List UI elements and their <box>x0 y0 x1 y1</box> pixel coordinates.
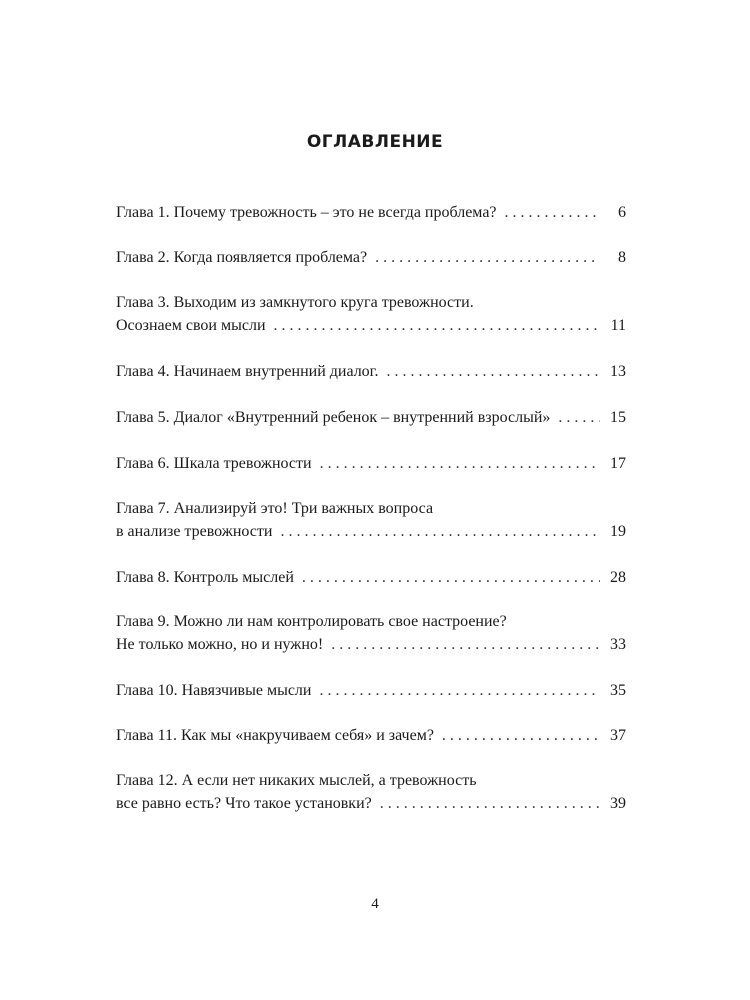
toc-page-number: 35 <box>610 682 626 699</box>
toc-line <box>116 454 626 474</box>
toc-entry-title: Глава 9. Можно ли нам контролировать свое настроение? <box>116 613 507 630</box>
toc-entry-title: Глава 3. Выходим из замкнутого круга тревожности. <box>116 294 474 311</box>
toc-entry-title: Глава 4. Начинаем внутренний диалог. <box>116 363 379 380</box>
toc-line <box>116 499 626 519</box>
toc-entry-title: Глава 10. Навязчивые мысли <box>116 682 312 699</box>
toc-entry <box>116 408 626 428</box>
toc-page-number: 17 <box>610 455 626 472</box>
dot-leader <box>375 248 600 268</box>
toc-entry-title-cont: все равно есть? Что такое установки? <box>116 795 372 812</box>
dot-leader <box>386 362 600 382</box>
dot-leader <box>558 408 600 428</box>
toc-entry <box>116 362 626 382</box>
toc-entry <box>116 612 626 655</box>
toc-entry <box>116 293 626 336</box>
toc-entry-title: Глава 2. Когда появляется проблема? <box>116 249 368 266</box>
toc-entry-title: Глава 12. А если нет никаких мыслей, а тревожность <box>116 772 477 789</box>
toc-line <box>116 612 626 632</box>
toc-entry <box>116 203 626 223</box>
toc-line <box>116 248 626 268</box>
toc-page-number: 39 <box>610 795 626 812</box>
toc-entry <box>116 568 626 588</box>
toc-page-number: 6 <box>618 204 626 221</box>
page-footer-number: 4 <box>371 896 379 912</box>
toc-line <box>116 522 626 542</box>
toc-line <box>116 635 626 655</box>
toc-page-number: 13 <box>610 363 626 380</box>
toc-entry <box>116 771 626 814</box>
toc-entry-title: Глава 5. Диалог «Внутренний ребенок – внутренний взрослый» <box>116 409 551 426</box>
toc-page-number: 8 <box>618 249 626 266</box>
toc-entry-title-cont: Осознаем свои мысли <box>116 317 266 334</box>
dot-leader <box>442 726 600 746</box>
toc-line <box>116 771 626 791</box>
toc-entry-title: Глава 1. Почему тревожность – это не всегда проблема? <box>116 204 497 221</box>
toc-entry-title: Глава 8. Контроль мыслей <box>116 569 294 586</box>
dot-leader <box>302 568 600 588</box>
toc-entry-title: Глава 7. Анализируй это! Три важных вопроса <box>116 500 434 517</box>
toc-line <box>116 568 626 588</box>
dot-leader <box>319 681 600 701</box>
toc-page-number: 33 <box>610 636 626 653</box>
toc-line <box>116 362 626 382</box>
toc-line <box>116 794 626 814</box>
toc-entry <box>116 499 626 542</box>
toc-line <box>116 293 626 313</box>
dot-leader <box>505 203 600 223</box>
dot-leader <box>380 794 600 814</box>
toc-entry <box>116 248 626 268</box>
toc-page-number: 11 <box>610 317 626 334</box>
toc-entry <box>116 681 626 701</box>
toc-page-number: 28 <box>610 569 626 586</box>
toc-entry-title: Глава 11. Как мы «накручиваем себя» и зачем? <box>116 727 434 744</box>
toc-line <box>116 726 626 746</box>
dot-leader <box>331 635 600 655</box>
toc-page-number: 37 <box>610 727 626 744</box>
toc-entry <box>116 726 626 746</box>
toc-entry-title-cont: в анализе тревожности <box>116 523 273 540</box>
toc-line <box>116 316 626 336</box>
dot-leader <box>320 454 600 474</box>
toc-entry <box>116 454 626 474</box>
dot-leader <box>274 316 601 336</box>
toc-line <box>116 408 626 428</box>
toc-entry-title-cont: Не только можно, но и нужно! <box>116 636 324 653</box>
toc-entry-title: Глава 6. Шкала тревожности <box>116 455 312 472</box>
page-title: ОГЛАВЛЕНИЕ <box>306 132 444 152</box>
toc-line <box>116 203 626 223</box>
toc-page-number: 15 <box>610 409 626 426</box>
dot-leader <box>280 522 600 542</box>
toc-line <box>116 681 626 701</box>
toc-page-number: 19 <box>610 523 626 540</box>
